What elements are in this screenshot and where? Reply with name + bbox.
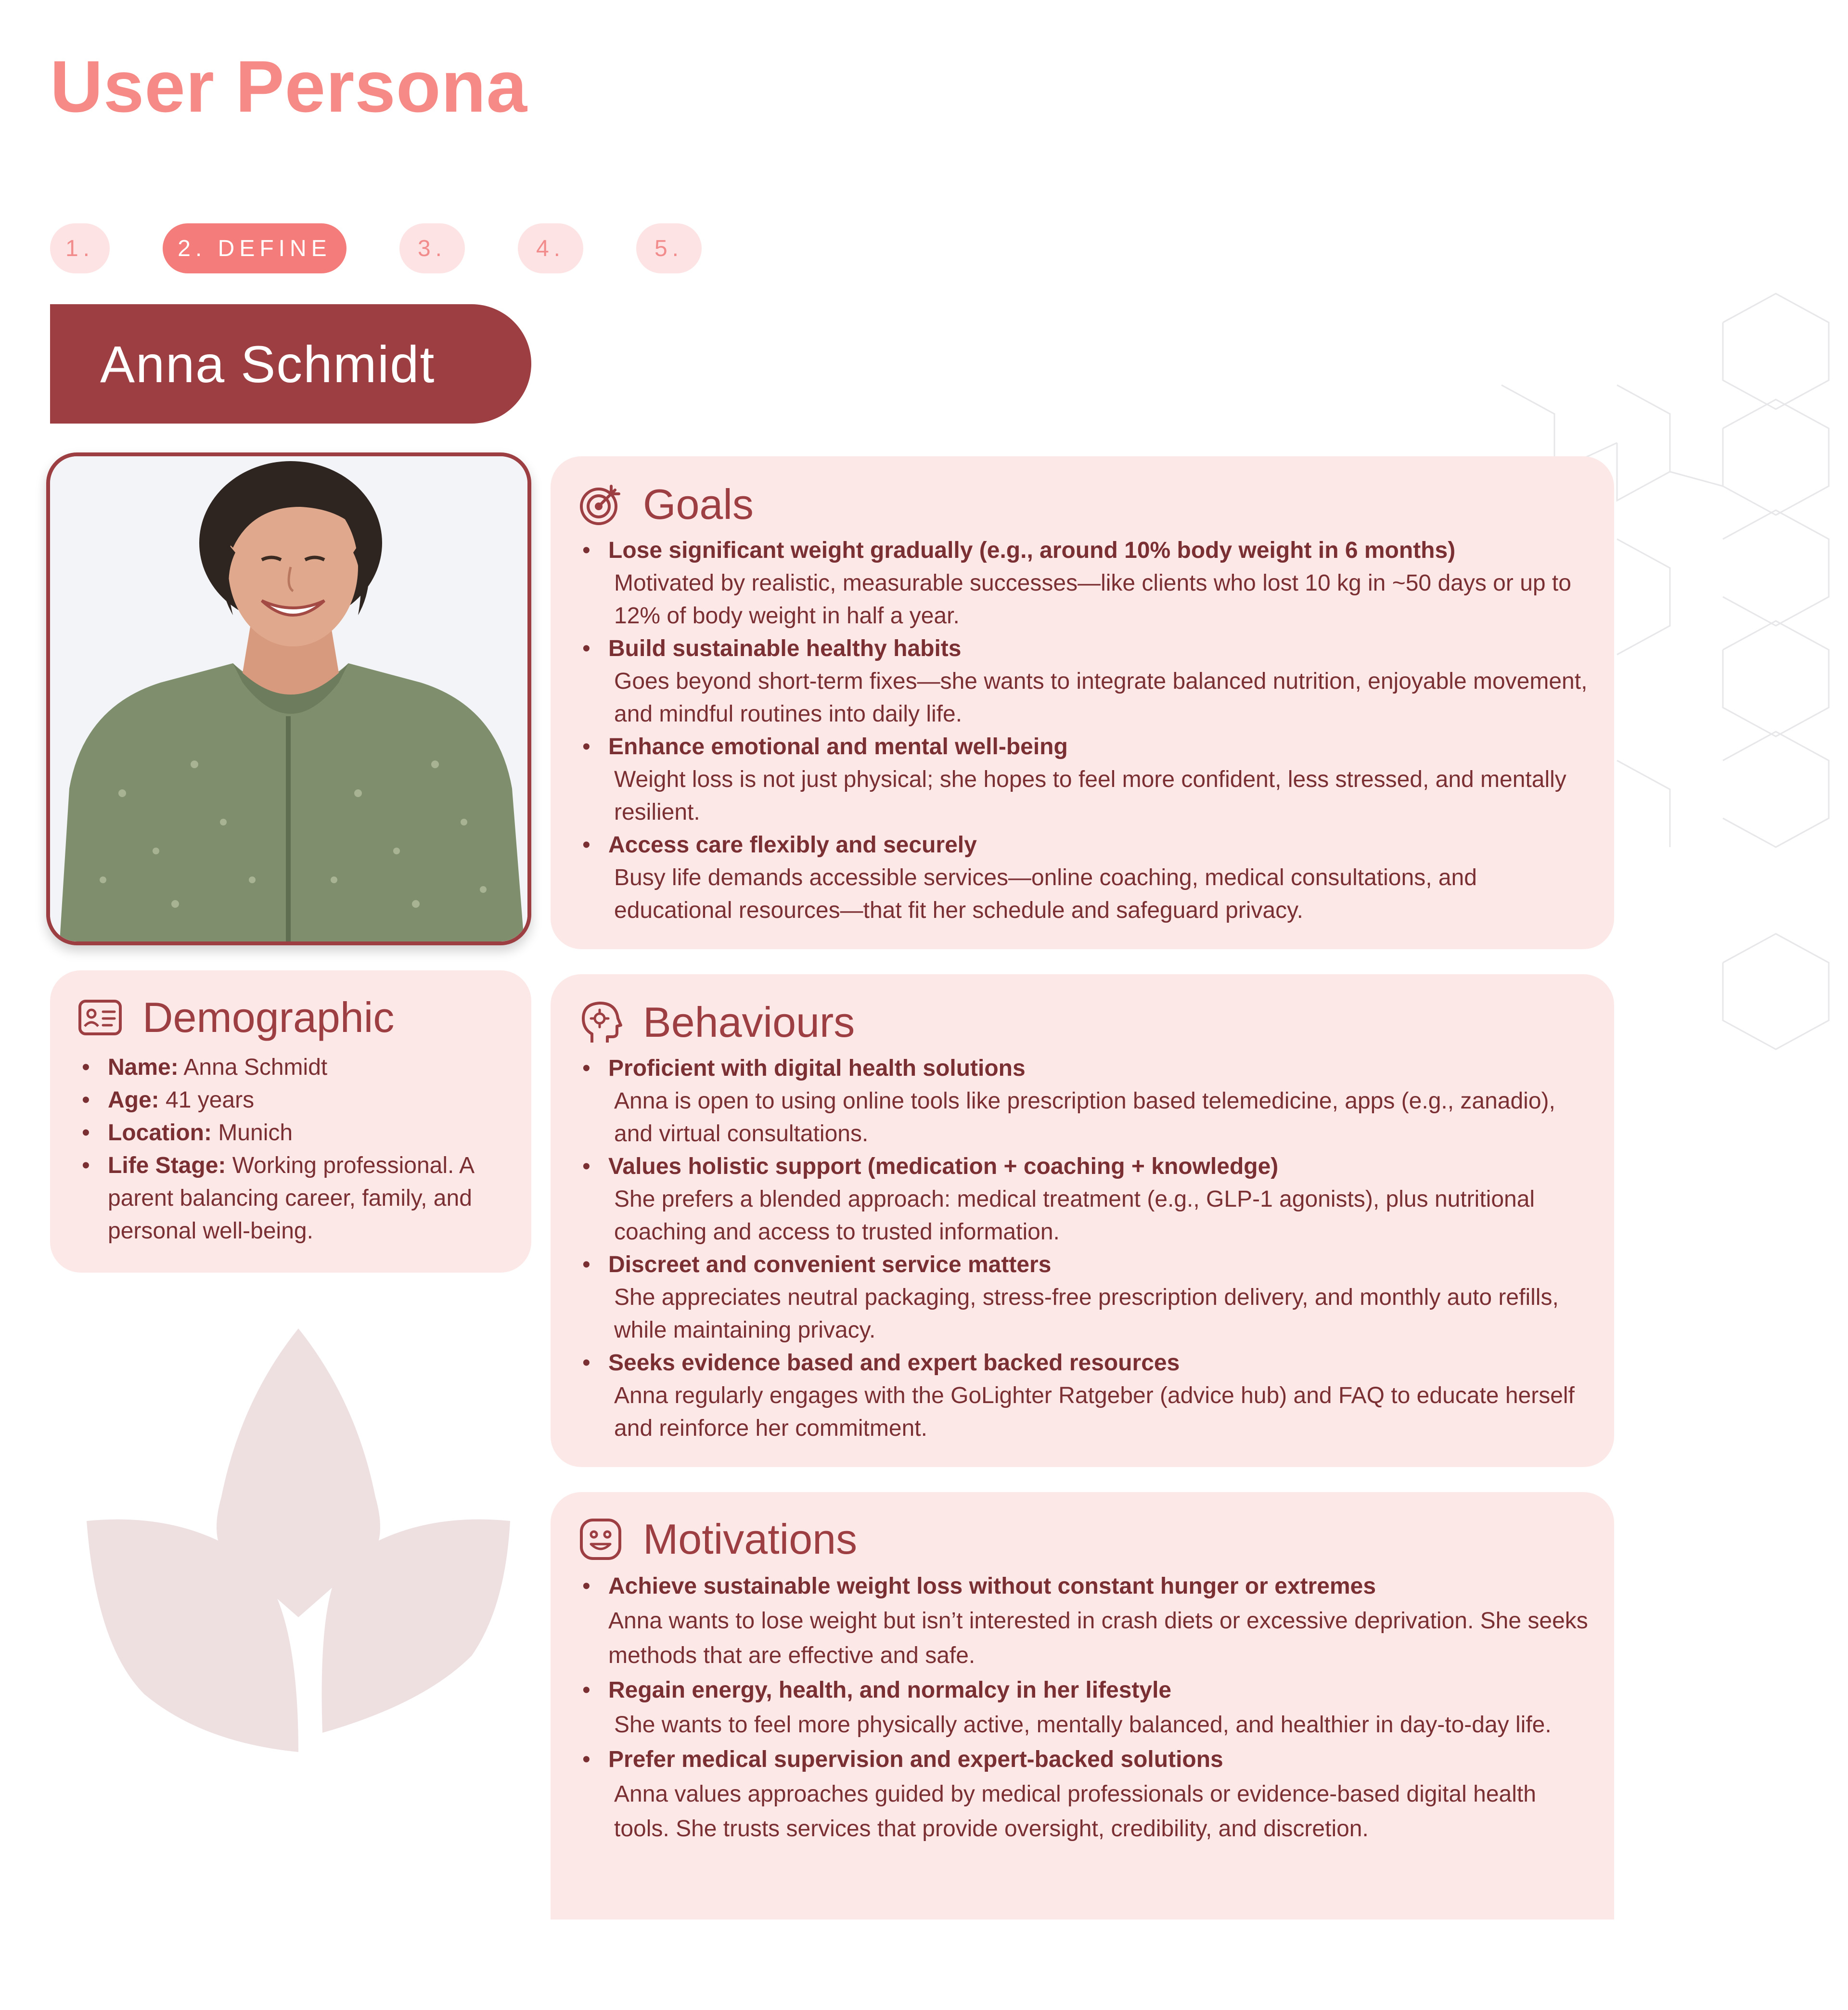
goal-title: • Lose significant weight gradually (e.g., around 10% body weight in 6 months) xyxy=(608,538,1456,563)
list-item xyxy=(579,829,1590,927)
list-item xyxy=(579,1052,1590,1150)
id-card-icon xyxy=(77,994,123,1041)
demographic-header xyxy=(77,994,394,1041)
behaviours-card xyxy=(551,974,1614,1467)
motivations-list xyxy=(579,1569,1590,1846)
behaviour-description: She appreciates neutral packaging, stress-free prescription delivery, and monthly auto refills, while maintaining privacy. xyxy=(614,1285,1559,1343)
persona-name: Anna Schmidt xyxy=(100,335,436,393)
target-icon xyxy=(578,481,624,528)
behaviours-title: Behaviours xyxy=(643,998,855,1046)
list-item xyxy=(79,1117,502,1149)
goals-title: Goals xyxy=(643,480,754,528)
motivation-title: • Achieve sustainable weight loss without constant hunger or extremes xyxy=(608,1573,1376,1599)
step-1[interactable]: 1. xyxy=(50,223,110,273)
behaviour-description: Anna regularly engages with the GoLighter Ratgeber (advice hub) and FAQ to educate herself and reinforce her commitment. xyxy=(614,1383,1575,1441)
motivations-card xyxy=(551,1492,1614,1920)
goals-header xyxy=(578,481,754,528)
demographic-value-name: Anna Schmidt xyxy=(178,1055,328,1080)
behaviour-title: • Discreet and convenient service matters xyxy=(608,1252,1052,1277)
motivation-title: • Regain energy, health, and normalcy in her lifestyle xyxy=(608,1677,1172,1703)
behaviours-list xyxy=(579,1052,1590,1445)
goal-description: Busy life demands accessible services—online coaching, medical consultations, and educational resources—that fit her schedule and safeguard privacy. xyxy=(614,865,1477,923)
step-4[interactable]: 4. xyxy=(518,223,583,273)
list-item xyxy=(79,1051,502,1084)
motivations-header xyxy=(578,1516,857,1562)
demographic-card xyxy=(50,970,531,1273)
step-3[interactable]: 3. xyxy=(399,223,465,273)
goal-title: • Enhance emotional and mental well-being xyxy=(608,734,1068,760)
list-item xyxy=(579,1673,1590,1742)
list-item xyxy=(579,534,1590,632)
motivation-description: Anna wants to lose weight but isn’t interested in crash diets or excessive deprivation. She seeks methods that are effective and safe. xyxy=(608,1608,1588,1668)
goals-list xyxy=(579,534,1590,927)
demographic-value-location: Munich xyxy=(211,1120,293,1146)
page-title: User Persona xyxy=(50,46,528,128)
list-item xyxy=(579,1150,1590,1249)
motivations-title: Motivations xyxy=(643,1515,858,1563)
goal-description: Motivated by realistic, measurable successes—like clients who lost 10 kg in ~50 days or up to 12% of body weight in half a year. xyxy=(614,570,1571,629)
head-gear-icon xyxy=(578,999,624,1045)
list-item xyxy=(579,1347,1590,1445)
goal-title: • Build sustainable healthy habits xyxy=(608,636,962,661)
motivation-description: She wants to feel more physically active, mentally balanced, and healthier in day-to-day life. xyxy=(614,1712,1552,1738)
list-item xyxy=(79,1084,502,1117)
step-5[interactable]: 5. xyxy=(636,223,702,273)
smiley-face-icon xyxy=(578,1516,624,1562)
demographic-title: Demographic xyxy=(142,993,395,1041)
demographic-label-location: Location: xyxy=(108,1120,212,1146)
persona-photo xyxy=(46,452,531,945)
demographic-label-life-stage: Life Stage: xyxy=(108,1153,226,1178)
step-2-define[interactable]: 2. DEFINE xyxy=(163,223,346,273)
behaviour-title: • Values holistic support (medication + coaching + knowledge) xyxy=(608,1154,1279,1179)
behaviour-title: • Seeks evidence based and expert backed resources xyxy=(608,1350,1180,1376)
list-item xyxy=(79,1149,502,1248)
demographic-value-age: 41 years xyxy=(159,1087,255,1113)
behaviours-header xyxy=(578,999,855,1045)
goal-description: Goes beyond short-term fixes—she wants to integrate balanced nutrition, enjoyable movement, and mindful routines into daily life. xyxy=(614,669,1588,727)
demographic-value-life-stage: Working professional. A parent balancing career, family, and personal well-being. xyxy=(108,1153,474,1244)
list-item xyxy=(579,1249,1590,1347)
list-item xyxy=(579,1742,1590,1846)
list-item xyxy=(579,632,1590,731)
lotus-leaf-logo xyxy=(87,1328,510,1752)
demographic-list xyxy=(79,1051,502,1248)
list-item xyxy=(579,1569,1590,1673)
goal-title: • Access care flexibly and securely xyxy=(608,832,977,858)
demographic-label-name: Name: xyxy=(108,1055,179,1080)
goals-card xyxy=(551,456,1614,949)
goal-description: Weight loss is not just physical; she hopes to feel more confident, less stressed, and mentally resilient. xyxy=(614,767,1566,825)
motivation-description: Anna values approaches guided by medical professionals or evidence-based digital health tools. She trusts services that provide oversight, credibility, and discretion. xyxy=(614,1781,1536,1842)
demographic-label-age: Age: xyxy=(108,1087,159,1113)
behaviour-description: Anna is open to using online tools like prescription based telemedicine, apps (e.g., zanadio), and virtual consultations. xyxy=(614,1088,1555,1147)
behaviour-description: She prefers a blended approach: medical treatment (e.g., GLP-1 agonists), plus nutritional coaching and access to trusted information. xyxy=(614,1186,1535,1245)
persona-portrait-illustration xyxy=(50,456,527,941)
persona-name-banner xyxy=(50,304,531,424)
behaviour-title: • Proficient with digital health solutions xyxy=(608,1056,1026,1081)
motivation-title: • Prefer medical supervision and expert-backed solutions xyxy=(608,1747,1223,1772)
list-item xyxy=(579,731,1590,829)
